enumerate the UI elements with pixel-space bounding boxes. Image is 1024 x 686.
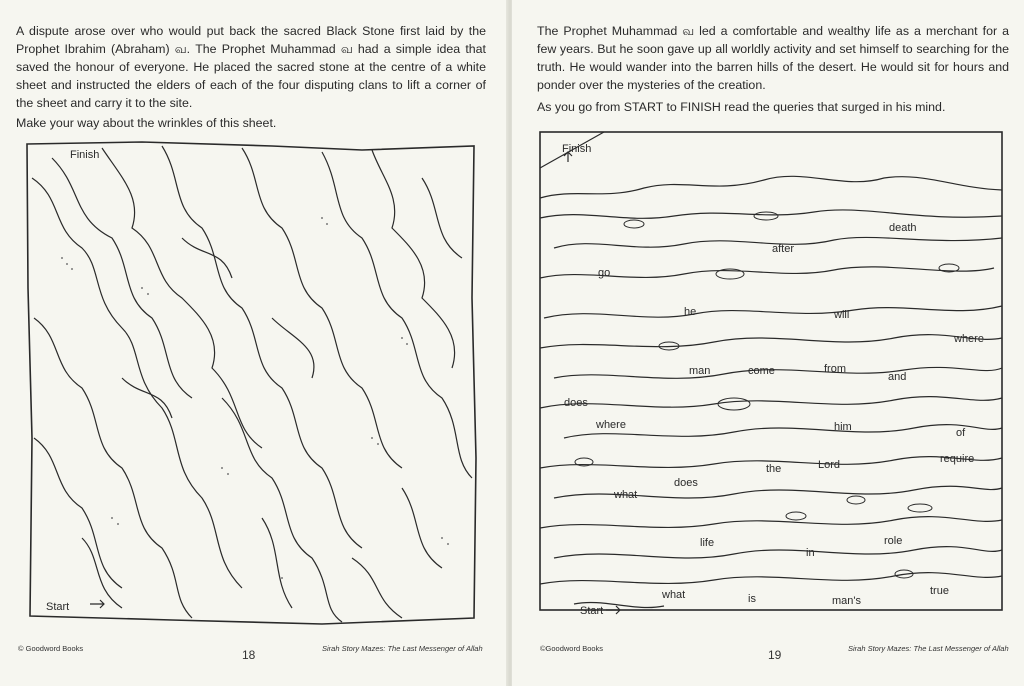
maze-word: in: [806, 547, 815, 559]
maze-word: where: [954, 333, 984, 345]
desert-hills-maze: [534, 128, 1010, 628]
start-arrow-icon: [606, 606, 620, 614]
sheet-wrinkle-maze: [22, 138, 482, 628]
maze-word: what: [662, 589, 686, 601]
right-footer-title: Sirah Story Mazes: The Last Messenger of Allah: [848, 644, 1009, 653]
start-arrow-icon: [90, 600, 104, 608]
maze-word: man: [689, 365, 711, 377]
maze-word: where: [596, 419, 626, 431]
left-maze-finish-label: Finish: [70, 149, 100, 161]
right-page-number: 19: [768, 648, 782, 662]
maze-word: life: [700, 537, 715, 549]
maze-word: him: [834, 421, 852, 433]
maze-word: man's: [832, 595, 861, 607]
left-intro-paragraph: A dispute arose over who would put back the sacred Black Stone first laid by the Prophet Ibrahim (Abraham) வ. The Prophet Muhammad வ had a simple idea that saved the honour of everyone. He placed the sacred stone at the centre of a white sheet and instructed the elders of each of the four disputing clans to lift a corner of the sheet and carry it to the site.: [16, 24, 486, 110]
maze-word: will: [834, 309, 850, 321]
maze-word: go: [598, 267, 611, 279]
maze-word: he: [684, 306, 697, 318]
maze-word: is: [748, 593, 756, 605]
left-page: [0, 0, 508, 686]
left-maze-start-label: Start: [46, 601, 70, 613]
maze-word: what: [614, 489, 638, 501]
left-instruction: Make your way about the wrinkles of this sheet.: [16, 116, 277, 130]
right-instruction: As you go from START to FINISH read the queries that surged in his mind.: [537, 100, 946, 114]
maze-word: true: [930, 585, 949, 597]
maze-word: the: [766, 463, 782, 475]
maze-word: of: [956, 427, 966, 439]
maze-word: role: [884, 535, 903, 547]
right-page: [512, 0, 1024, 686]
left-footer-copyright: © Goodword Books: [18, 644, 84, 653]
maze-word: come: [748, 365, 775, 377]
maze-word: after: [772, 243, 795, 255]
maze-word: and: [888, 371, 907, 383]
maze-word: require: [940, 453, 975, 465]
maze-word: does: [674, 477, 698, 489]
maze-word: does: [564, 397, 588, 409]
left-footer-title: Sirah Story Mazes: The Last Messenger of Allah: [322, 644, 483, 653]
maze-word: from: [824, 363, 846, 375]
right-maze-finish-label: Finish: [562, 143, 592, 155]
left-page-number: 18: [242, 648, 256, 662]
maze-word: Lord: [818, 459, 841, 471]
right-intro-paragraph: The Prophet Muhammad வ led a comfortable and wealthy life as a merchant for a few years. But he soon gave up all worldly activity and set himself to searching for the truth. He would wander into the barren hills of the desert. He would sit for hours and ponder over the mysteries of the creation.: [537, 24, 1009, 92]
maze-word: death: [889, 222, 917, 234]
right-footer-copyright: ©Goodword Books: [540, 644, 604, 653]
right-maze-start-label: Start: [580, 605, 604, 617]
